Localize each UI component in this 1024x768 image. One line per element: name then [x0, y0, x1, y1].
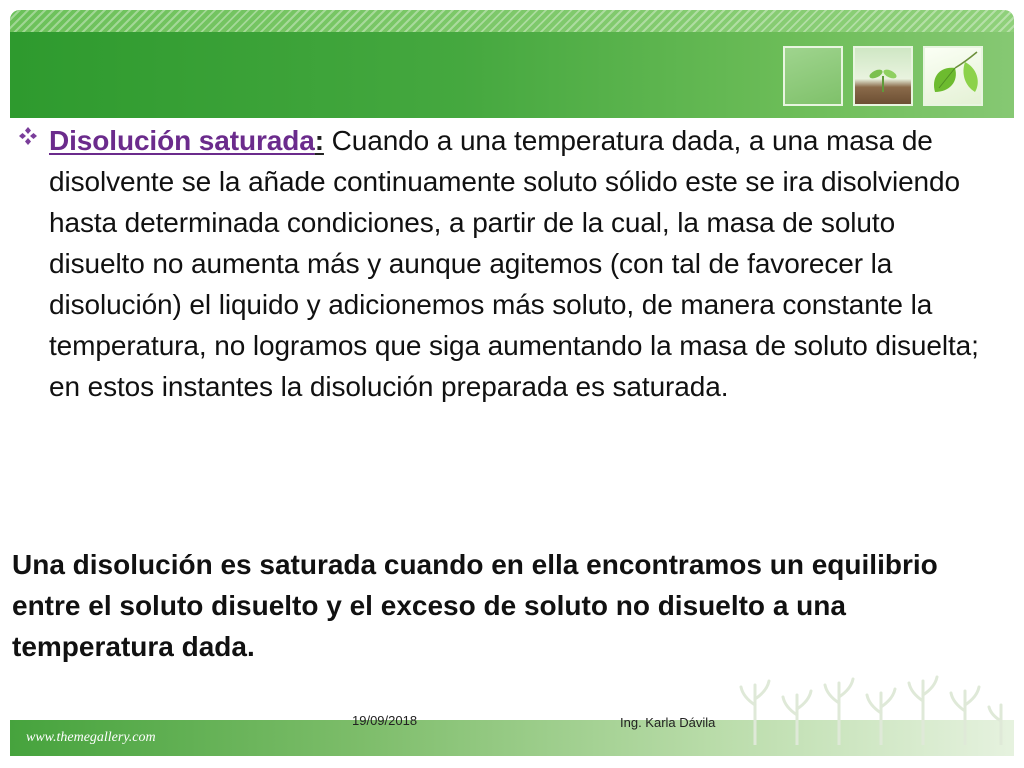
footer-website: www.themegallery.com [26, 730, 156, 745]
summary-paragraph: Una disolución es saturada cuando en ella encontramos un equilibrio entre el soluto disuelto y el exceso de soluto no disuelto a una temperatura dada. [12, 549, 938, 662]
definition-term: Disolución saturada [49, 125, 315, 156]
sprout-pattern-icon [735, 665, 1010, 745]
definition-paragraph [49, 120, 979, 407]
definition-text: Cuando a una temperatura dada, a una masa de disolvente se la añade continuamente soluto sólido este se ira disolviendo hasta determinada condiciones, a partir de la cual, la masa de soluto disuelto no aumenta más y aunque agitemos (con tal de favorecer la disolución) el liquido y adicionemos más soluto, de manera constante la temperatura, no logramos que siga aumentando la masa de soluto disuelta; en estos instantes la disolución preparada es saturada. [49, 125, 979, 402]
diamond-cluster-icon [18, 126, 38, 146]
header-stripes [10, 10, 1014, 32]
empty-frame-icon [783, 46, 843, 106]
green-leaves-icon [923, 46, 983, 106]
sprout-soil-icon [853, 46, 913, 106]
definition-colon: : [314, 125, 324, 156]
sprout-drawing [855, 48, 911, 104]
leaves-drawing [925, 48, 981, 104]
footer-date: 19/09/2018 [352, 713, 418, 728]
footer-author: Ing. Karla Dávila [620, 715, 716, 730]
